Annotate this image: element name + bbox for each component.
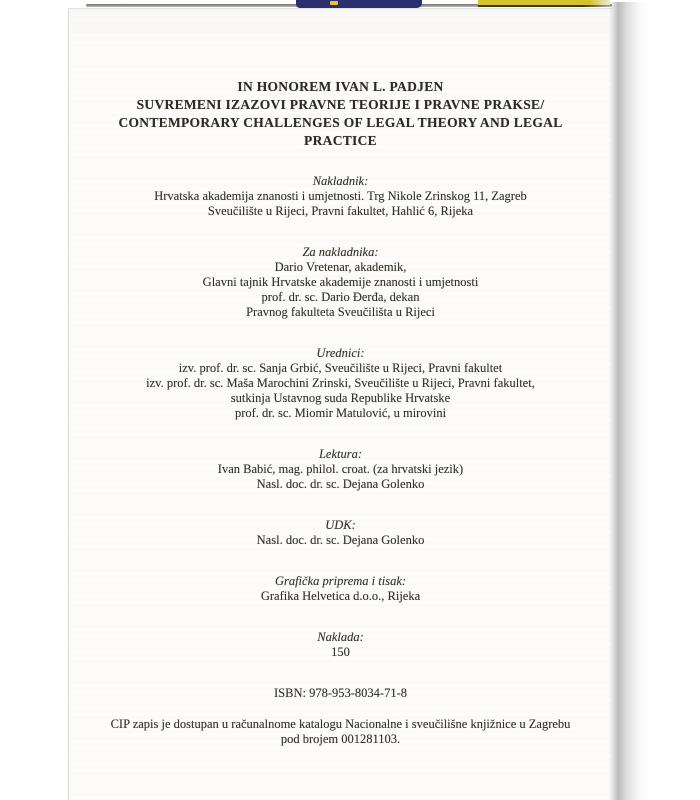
imprint-section: [93, 518, 588, 548]
page-edge-shadow: [609, 2, 651, 800]
section-line: Sveučilište u Rijeci, Pravni fakultet, Hahlić 6, Rijeka: [207, 204, 474, 218]
section-line: Nasl. doc. dr. sc. Dejana Golenko: [256, 477, 425, 491]
imprint-section: [93, 174, 588, 219]
book-title: [109, 78, 572, 150]
section-line: Dario Vretenar, akademik,: [274, 260, 407, 274]
cip-note-line: pod brojem 001281103.: [280, 732, 401, 746]
section-line: Pravnog fakulteta Sveučilišta u Rijeci: [246, 305, 435, 319]
book-title-line: IN HONOREM IVAN L. PADJEN: [237, 79, 444, 94]
section-line: izv. prof. dr. sc. Sanja Grbić, Sveučilište u Rijeci, Pravni fakultet: [178, 361, 503, 375]
section-line: sutkinja Ustavnog suda Republike Hrvatske: [230, 391, 451, 405]
section-line: Nasl. doc. dr. sc. Dejana Golenko: [256, 533, 425, 547]
cover-navy-strip: [296, 0, 422, 8]
imprint-section: [93, 574, 588, 604]
section-line: Ivan Babić, mag. philol. croat. (za hrvatski jezik): [217, 462, 464, 476]
isbn-line: ISBN: 978-953-8034-71-8: [274, 686, 407, 700]
section-label: Nakladnik:: [312, 174, 369, 188]
imprint-section: [93, 245, 588, 320]
imprint-sections: [69, 174, 612, 660]
section-line: Grafika Helvetica d.o.o., Rijeka: [260, 589, 421, 603]
section-line: prof. dr. sc. Miomir Matulović, u mirovini: [234, 406, 447, 420]
section-label: Lektura:: [318, 447, 363, 461]
section-label: Urednici:: [316, 346, 365, 360]
book-page: [68, 8, 612, 800]
cip-note-line: CIP zapis je dostupan u računalnome katalogu Nacionalne i sveučilišne knjižnice u Zagrebu: [110, 717, 571, 731]
cip-note: [79, 717, 602, 747]
section-line: Hrvatska akademija znanosti i umjetnosti. Trg Nikole Zrinskog 11, Zagreb: [154, 189, 527, 203]
cover-yellow-mark: [330, 1, 338, 5]
section-label: Za nakladnika:: [302, 245, 379, 259]
imprint-section: [93, 630, 588, 660]
section-line: 150: [331, 645, 350, 659]
book-title-line: PRACTICE: [304, 133, 377, 148]
imprint-section: [93, 346, 588, 421]
book-title-line: SUVREMENI IZAZOVI PRAVNE TEORIJE I PRAVNE PRAKSE/: [136, 97, 545, 112]
cover-yellow-edge: [478, 5, 608, 7]
section-label: Naklada:: [317, 630, 364, 644]
section-label: UDK:: [325, 518, 356, 532]
section-line: prof. dr. sc. Dario Đerđa, dekan: [261, 290, 420, 304]
section-label: Grafička priprema i tisak:: [274, 574, 407, 588]
book-title-line: CONTEMPORARY CHALLENGES OF LEGAL THEORY AND LEGAL: [118, 115, 563, 130]
imprint-section: [93, 447, 588, 492]
section-line: Glavni tajnik Hrvatske akademije znanosti i umjetnosti: [202, 275, 479, 289]
section-line: izv. prof. dr. sc. Maša Marochini Zrinski, Sveučilište u Rijeci, Pravni fakultet,: [146, 376, 535, 390]
